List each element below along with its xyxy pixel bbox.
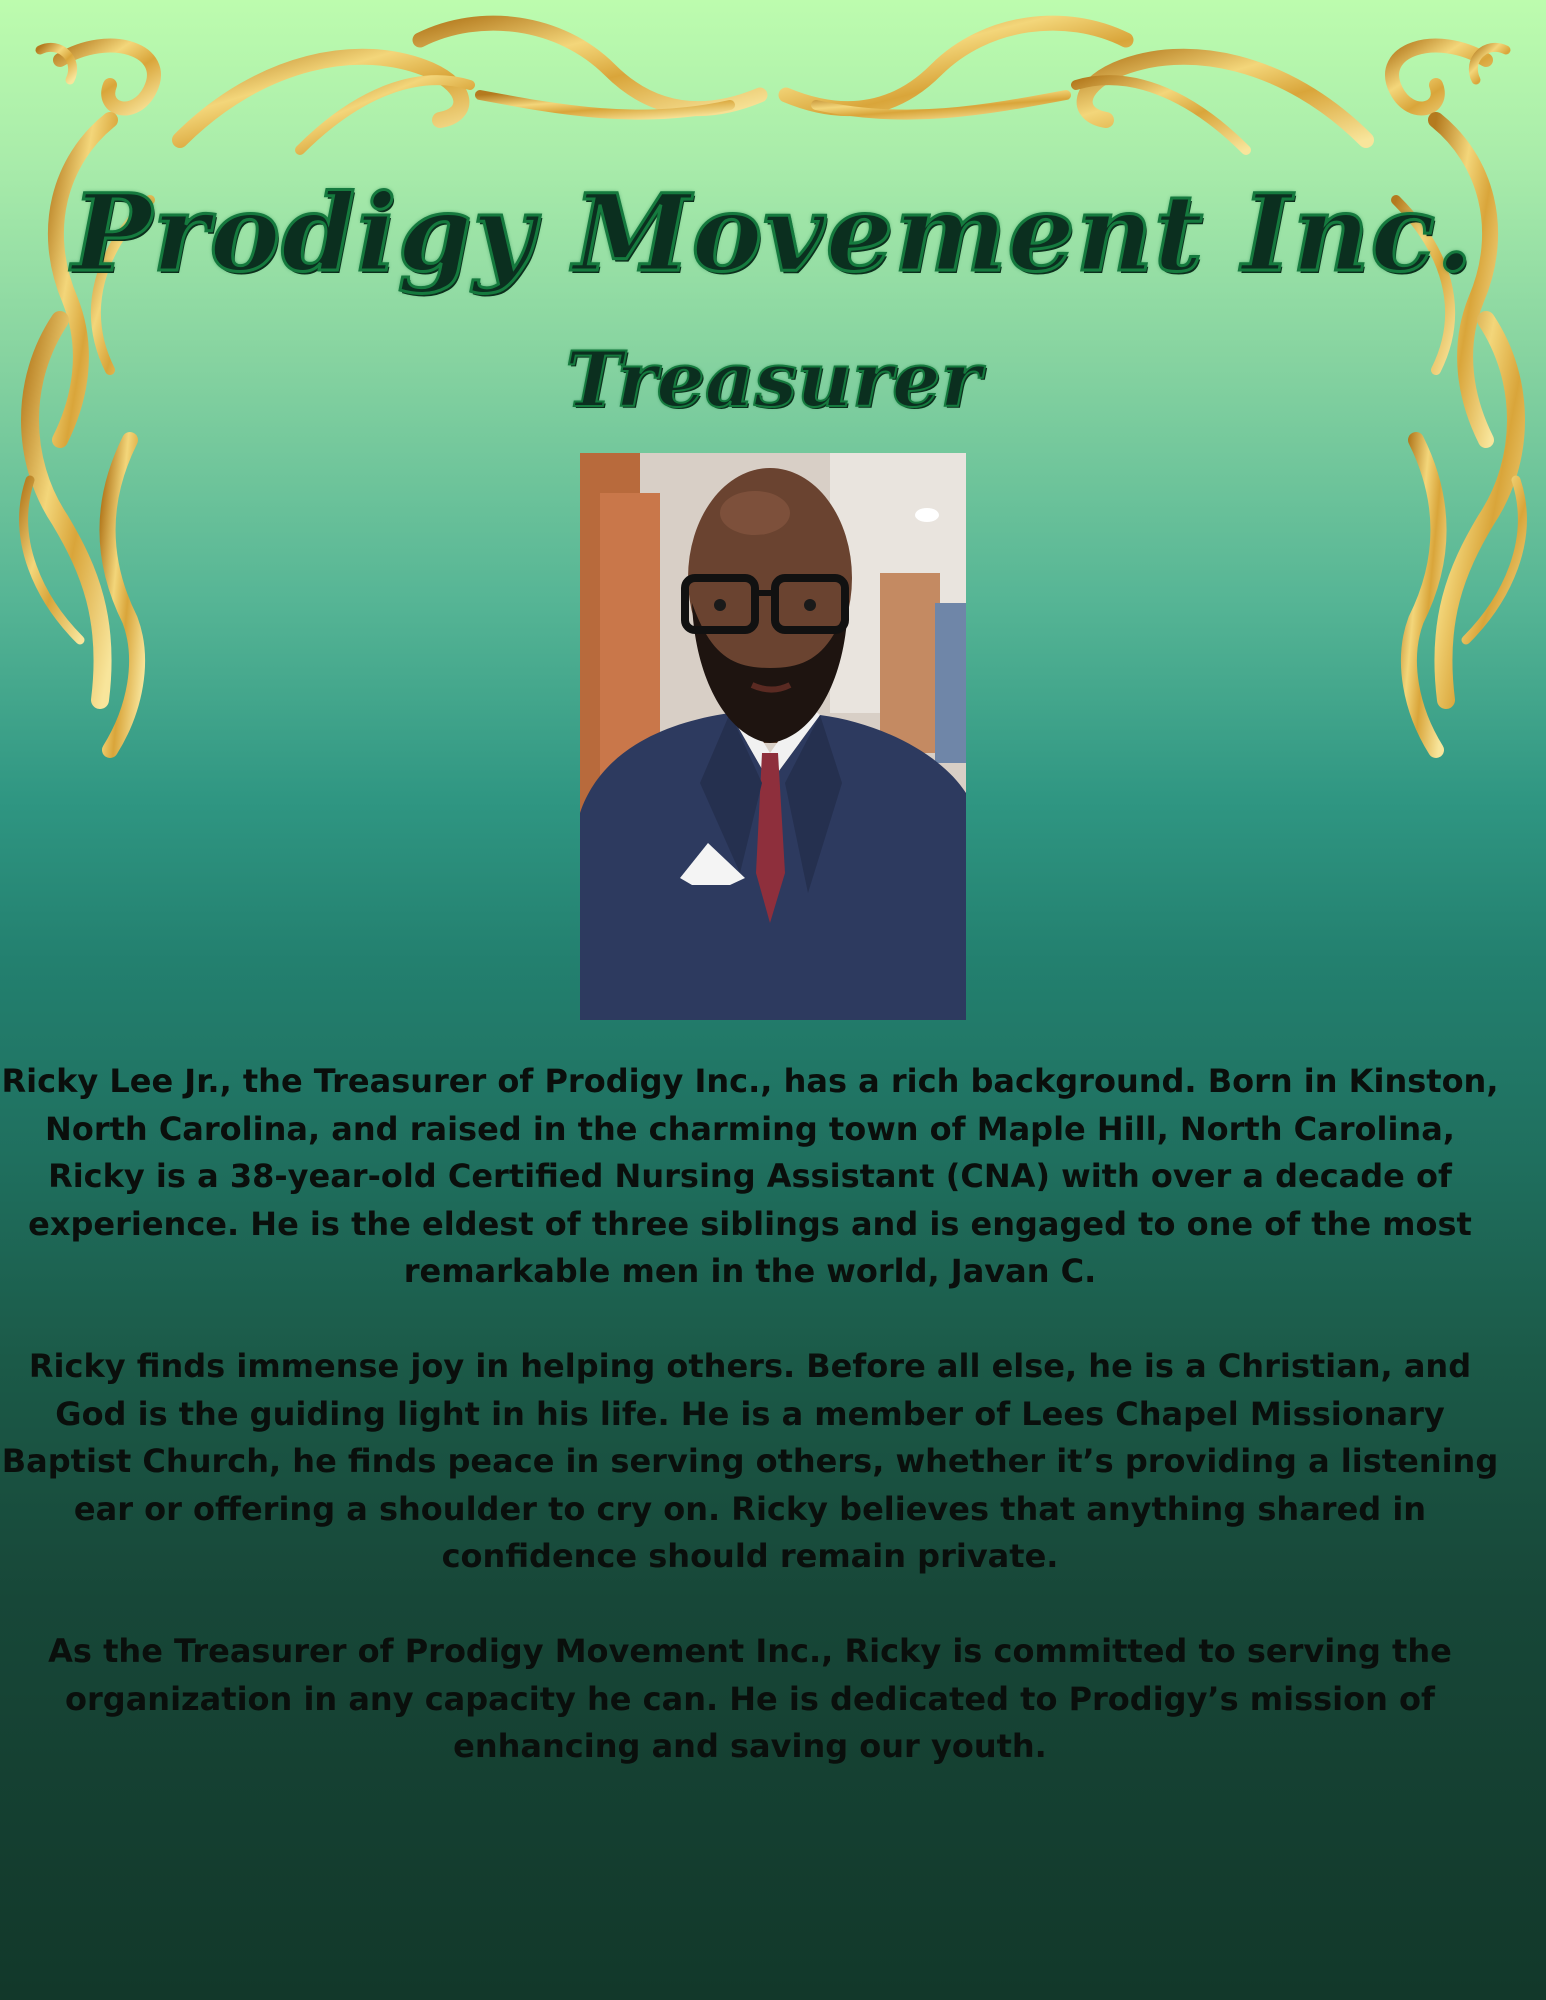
bio-paragraph-3: As the Treasurer of Prodigy Movement Inc., Ricky is committed to serving the organization in any capacity he can. He is dedicated to Prodigy’s mission of enhancing and saving our youth. <box>48 1632 1452 1765</box>
portrait-illustration <box>580 453 966 1020</box>
bio-text <box>0 1058 1500 1818</box>
role-subtitle: Treasurer <box>565 335 981 424</box>
portrait-photo <box>580 453 966 1020</box>
bio-paragraph-2: Ricky finds immense joy in helping others. Before all else, he is a Christian, and God is the guiding light in his life. He is a member of Lees Chapel Missionary Baptist Church, he finds peace in serving others, whether it’s providing a listening ear or offering a shoulder to cry on. Ricky believes that anything shared in confidence should remain private. <box>1 1347 1499 1575</box>
organization-title: Prodigy Movement Inc. <box>72 170 1474 295</box>
bio-paragraph-1: Ricky Lee Jr., the Treasurer of Prodigy Inc., has a rich background. Born in Kinston, North Carolina, and raised in the charming town of Maple Hill, North Carolina, Ricky is a 38-year-old Certified Nursing Assistant (CNA) with over a decade of experience. He is the eldest of three siblings and is engaged to one of the most remarkable men in the world, Javan C. <box>1 1062 1499 1290</box>
